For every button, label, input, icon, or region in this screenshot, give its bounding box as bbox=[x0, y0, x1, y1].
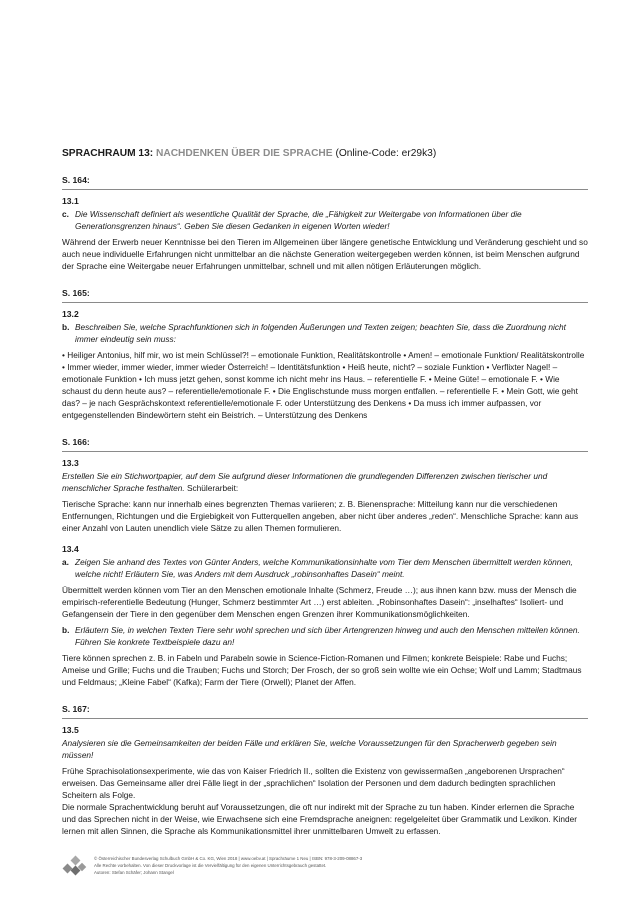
task-13-4-a bbox=[62, 556, 588, 580]
section-s165-heading: S. 165: bbox=[62, 288, 90, 298]
section-s164-heading: S. 164: bbox=[62, 175, 90, 185]
page-title bbox=[62, 148, 588, 159]
answer-13-1-c: Während der Erwerb neuer Kenntnisse bei den Tieren im Allgemeinen über längere genetische Entwicklung und Veränderung geschieht und so auch neue individuelle Erfahrungen nicht unmittelbar an die nächste Generation weitergegeben werden können, ist beim Menschen aufgrund der Sprache eine Weitergabe neuer Erfahrungen unmittelbar, schnell und mit allen nötigen Erläuterungen möglich. bbox=[62, 237, 588, 271]
section-s166-heading: S. 166: bbox=[62, 437, 90, 447]
task-label: c. bbox=[62, 209, 69, 219]
exercise-13-3: 13.3 bbox=[62, 458, 79, 468]
exercise-13-5: 13.5 bbox=[62, 725, 79, 735]
exercise-13-4: 13.4 bbox=[62, 544, 79, 554]
exercise-13-1: 13.1 bbox=[62, 196, 79, 206]
answer-13-5-part2: Die normale Sprachentwicklung beruht auf Voraussetzungen, die oft nur indirekt mit der Sprache zu tun haben. Kinder erlernen die Sprache und das Sprechen nicht in der Weise, wie Erwachsene sich eine Fremdsprache aneignen: regelgeleitet über Grammatik und Lexikon. Kinder lernen mit allen Sinnen, die Sprache als Kommunikationsmittel ihrer unmittelbaren Umwelt zu erfassen. bbox=[62, 802, 577, 836]
task-13-4-b bbox=[62, 624, 588, 648]
worksheet-page bbox=[62, 148, 588, 841]
section-divider bbox=[62, 189, 588, 190]
answer-13-4-a: Übermittelt werden können vom Tier an den Menschen emotionale Inhalte (Schmerz, Freude …); aus ihnen kann bzw. muss der Mensch die empirisch-referentielle Bedeutung (Hunger, Schmerz bestimmter Art …) erst ableiten. „Robinsonhaftes Dasein“: „inselhaftes“ Isoliert- und Gefangensein der Tiere in den gegenüber dem Menschen engen Grenzen ihrer Kommunikationsmöglichkeiten. bbox=[62, 585, 577, 619]
answer-13-4-b: Tiere können sprechen z. B. in Fabeln und Parabeln sowie in Science-Fiction-Romanen und Filmen; konkrete Beispiele: Rabe und Fuchs; Ameise und Grille; Fuchs und die Trauben; Fuchs und Storch; Der Frosch, der so groß sein wollte wie ein Ochse; Wolf und Lamm; Stadtmaus und Feldmaus; „Kleine Fabel“ (Kafka); Farm der Tiere (Orwell); Planet der Affen. bbox=[62, 653, 582, 687]
task-text: Erstellen Sie ein Stichwortpapier, auf dem Sie aufgrund dieser Informationen die grundlegenden Differenzen zwischen tierischer und menschlicher Sprache festhalten. bbox=[62, 471, 548, 493]
task-label: b. bbox=[62, 322, 70, 332]
section-s167-heading: S. 167: bbox=[62, 704, 90, 714]
footer-text bbox=[94, 855, 362, 876]
footer-copyright: © Österreichischer Bundesverlag Schulbuch GmbH & Co. KG, Wien 2018 | www.oebv.at | Sprachräume 1 Neu | ISBN: 978-3-209-08867-3 bbox=[94, 856, 363, 861]
footer-authors: Autoren: Stefan Schäfer; Johann Stangel bbox=[94, 870, 174, 875]
task-13-2-b bbox=[62, 321, 588, 345]
answer-13-5-part1: Frühe Sprachisolationsexperimente, wie das von Kaiser Friedrich II., sollten die Existenz von gewissermaßen „angeborenen Ursprachen“ erweisen. Das Gemeinsame aller drei Fälle liegt in der „sprachlichen“ Isolation der Personen und dem dadurch bedingten sprachlichen Scheitern als Folge. bbox=[62, 766, 565, 800]
task-text: Erläutern Sie, in welchen Texten Tiere sehr wohl sprechen und sich über Artengrenzen hinweg und auch den Menschen mitteilen können. Führen Sie konkrete Textbeispiele dazu an! bbox=[75, 625, 580, 647]
task-13-5: Analysieren sie die Gemeinsamkeiten der beiden Fälle und erklären Sie, welche Voraussetzungen für den Spracherwerb gegeben sein müssen! bbox=[62, 738, 557, 760]
task-text: Beschreiben Sie, welche Sprachfunktionen sich in folgenden Äußerungen und Texten zeigen; beachten Sie, dass die Zuordnung nicht immer eindeutig sein muss: bbox=[75, 322, 566, 344]
task-13-3 bbox=[62, 470, 588, 494]
title-main: NACHDENKEN ÜBER DIE SPRACHE bbox=[155, 148, 333, 159]
task-label: b. bbox=[62, 625, 70, 635]
task-13-1-c bbox=[62, 208, 588, 232]
answer-13-2-b: • Heiliger Antonius, hilf mir, wo ist mein Schlüssel?! – emotionale Funktion, Realitätskontrolle • Amen! – emotionale Funktion/ Realitätskontrolle • Immer wieder, immer wieder, immer wieder Österreich! – Identitätsfunktion • Heiß heute, nicht? – soziale Funktion • Verflixter Nagel! – emotionale Funktion • Ich muss jetzt gehen, sonst komme ich nicht mehr ins Haus. – referentielle F. • Meine Güte! – emotionale F. • Wie schaust du denn heute aus? – referentielle/emotionale F. • Die Englischstunde muss morgen entfallen. – referentielle F. • Mein Gott, wie geht das? – je nach Gesprächskontext referentielle/emotionale F. oder Unterstützung des Denkens • Da muss ich immer aufpassen, vor entgegenstellenden Bindewörtern steht ein Beistrich. – Unterstützung des Denkens bbox=[62, 350, 585, 420]
online-code: (Online-Code: er29k3) bbox=[335, 148, 437, 159]
section-divider bbox=[62, 718, 588, 719]
section-divider bbox=[62, 451, 588, 452]
footer-rights: Alle Rechte vorbehalten. Von dieser Druckvorlage ist die Vervielfältigung für den eigenen Unterrichtsgebrauch gestattet. bbox=[94, 863, 327, 868]
page-footer bbox=[62, 855, 588, 881]
section-divider bbox=[62, 302, 588, 303]
task-tail: Schülerarbeit: bbox=[187, 483, 239, 493]
task-label: a. bbox=[62, 557, 69, 567]
publisher-logo-icon bbox=[62, 855, 88, 881]
task-text: Zeigen Sie anhand des Textes von Günter Anders, welche Kommunikationsinhalte vom Tier dem Menschen übermittelt werden können, welche nicht! Erläutern Sie, was Anders mit dem Ausdruck „robinsonhaftes Dasein“ meint. bbox=[75, 557, 573, 579]
task-text: Die Wissenschaft definiert als wesentliche Qualität der Sprache, die „Fähigkeit zur Weitergabe von Informationen über die Generationsgrenzen hinaus“. Geben Sie diesen Gedanken in eigenen Worten wieder! bbox=[75, 209, 522, 231]
answer-13-3: Tierische Sprache: kann nur innerhalb eines begrenzten Themas variieren; z. B. Bienensprache: Mitteilung kann nur die verschiedenen Entfernungen, Richtungen und die Ergiebigkeit von Futterquellen angeben, aber nicht über anderes „reden“. Menschliche Sprache: kann aus einer Anzahl von Lauten unendlich viele Sätze zu allen Themen formulieren. bbox=[62, 499, 579, 533]
exercise-13-2: 13.2 bbox=[62, 309, 79, 319]
title-prefix: SPRACHRAUM 13: bbox=[62, 148, 154, 159]
